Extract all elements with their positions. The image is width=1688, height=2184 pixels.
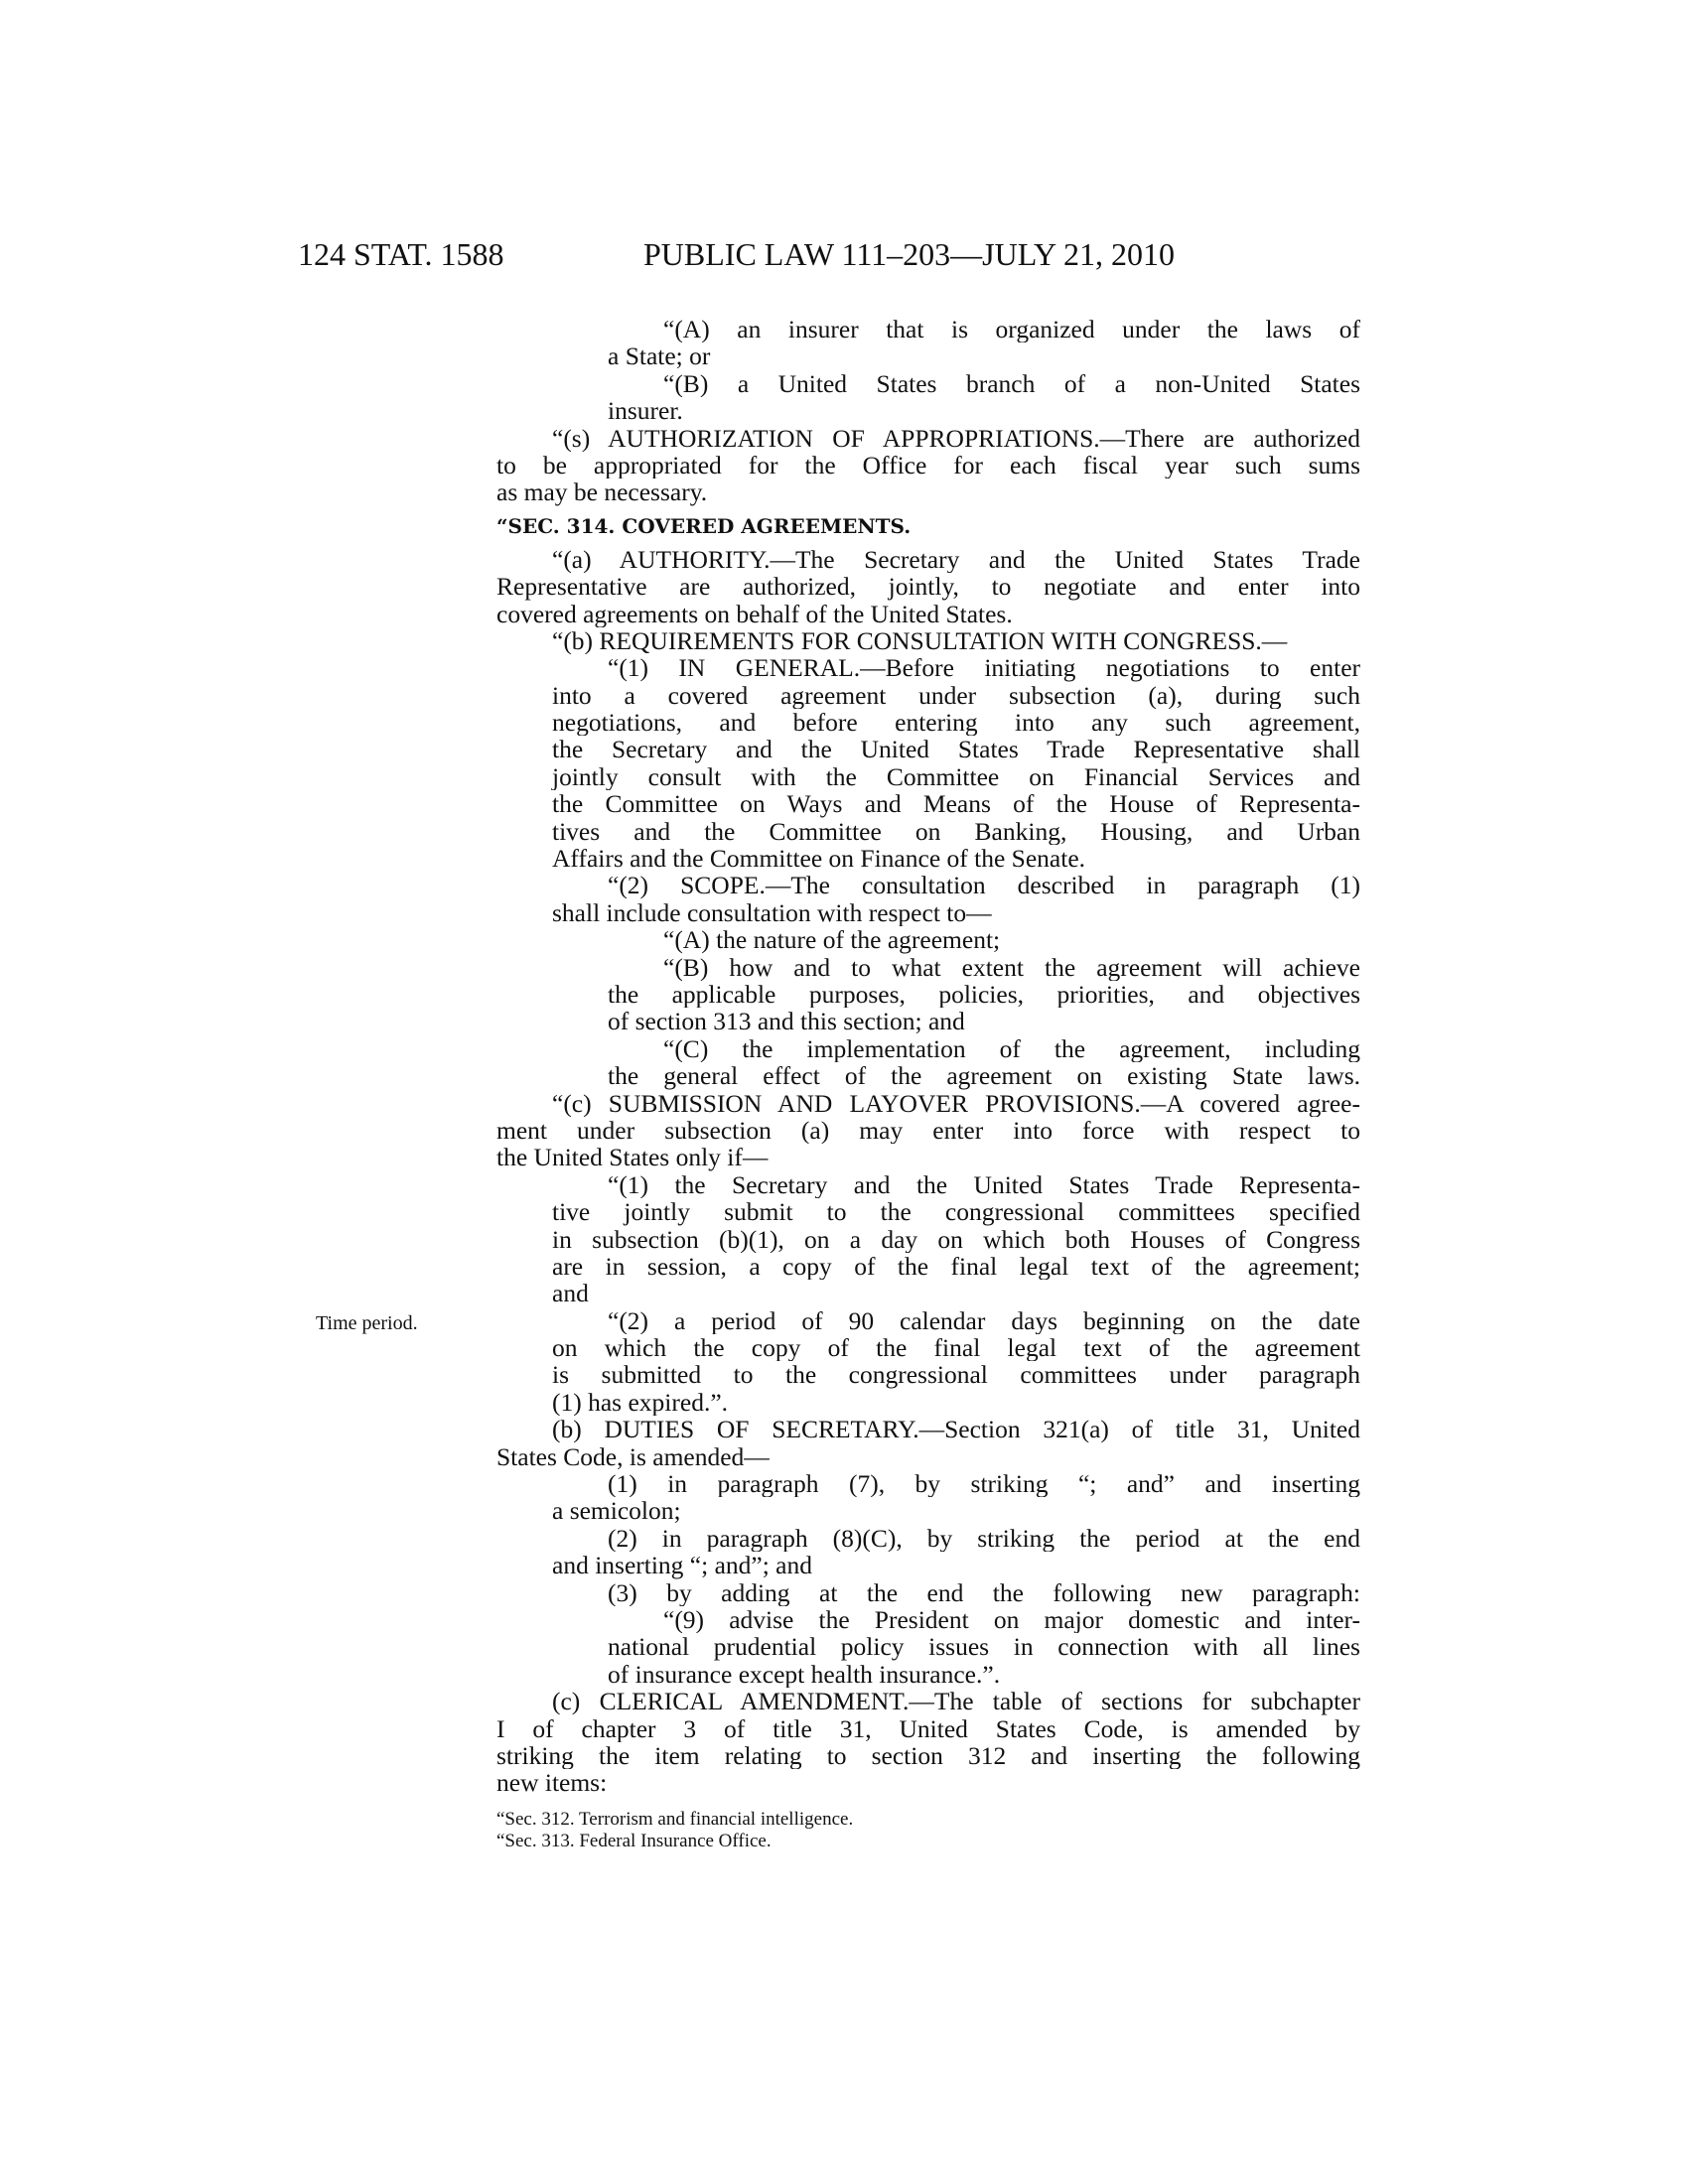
text-line: “(2) a period of 90 calendar days beginning on the date [608,1306,1360,1335]
text-line: “(b) REQUIREMENTS FOR CONSULTATION WITH CONGRESS.— [552,626,1288,655]
text-line: into a covered agreement under subsection (a), during such [552,681,1360,710]
text-line: “(B) how and to what extent the agreement will achieve [663,953,1360,981]
text-line: and [552,1280,589,1307]
text-line: I of chapter 3 of title 31, United States Code, is amended by [496,1714,1360,1742]
text-line: ment under subsection (a) may enter into force with respect to [496,1116,1360,1145]
text-line: “(A) an insurer that is organized under the laws of [663,316,1360,343]
text-line: of insurance except health insurance.”. [608,1660,1001,1689]
margin-note: Time period. [316,1312,418,1334]
text-line: States Code, is amended— [496,1442,770,1471]
text-line: on which the copy of the final legal text of the agreement [552,1334,1360,1362]
text-line: tives and the Committee on Banking, Housing, and Urban [552,817,1360,846]
text-line: to be appropriated for the Office for each fiscal year such sums [496,451,1360,479]
text-line: are in session, a copy of the final legal text of the agreement; [552,1252,1360,1281]
text-line: “(a) AUTHORITY.—The Secretary and the United States Trade [552,545,1360,574]
text-line: tive jointly submit to the congressional committees specified [552,1198,1360,1226]
text-line: (b) DUTIES OF SECRETARY.—Section 321(a) of title 31, United [552,1416,1360,1443]
page-header-title: PUBLIC LAW 111–203—JULY 21, 2010 [643,236,1175,272]
page-stat-citation: 124 STAT. 1588 [298,236,504,272]
text-line: a State; or [608,342,711,370]
text-line: insurer. [608,397,683,425]
text-line: (2) in paragraph (8)(C), by striking the period at the end [608,1524,1360,1553]
text-line: of section 313 and this section; and [608,1008,965,1035]
text-line: as may be necessary. [496,478,708,506]
text-line: (1) in paragraph (7), by striking “; and” and inserting [608,1470,1360,1498]
section-heading: “SEC. 314. COVERED AGREEMENTS. [496,513,912,538]
text-line: the United States only if— [496,1144,769,1171]
text-line: negotiations, and before entering into any such agreement, [552,709,1360,737]
law-text [496,316,1360,1852]
text-line: in subsection (b)(1), on a day on which both Houses of Congress [552,1225,1360,1253]
text-line: “(1) IN GENERAL.—Before initiating negotiations to enter [608,654,1360,682]
text-line: new items: [496,1769,608,1797]
toc-entry: “Sec. 313. Federal Insurance Office. [496,1830,772,1851]
text-line: “(2) SCOPE.—The consultation described in paragraph (1) [608,872,1360,899]
text-line: covered agreements on behalf of the United States. [496,600,1013,627]
text-line: “(A) the nature of the agreement; [663,926,1001,954]
text-line: jointly consult with the Committee on Financial Services and [552,762,1360,791]
text-line: (3) by adding at the end the following new paragraph: [608,1578,1360,1606]
text-line: “(c) SUBMISSION AND LAYOVER PROVISIONS.—A covered agree- [552,1089,1360,1117]
text-line: shall include consultation with respect to— [552,898,992,927]
toc-entry: “Sec. 312. Terrorism and financial intelligence. [496,1808,854,1830]
text-line: and inserting “; and”; and [552,1552,812,1579]
text-line: national prudential policy issues in connection with all lines [608,1633,1360,1661]
text-line: is submitted to the congressional committees under paragraph [552,1361,1360,1389]
text-line: “(C) the implementation of the agreement, including [663,1034,1360,1063]
text-line: the Committee on Ways and Means of the House of Representa- [552,790,1360,818]
text-line: Affairs and the Committee on Finance of the Senate. [552,845,1086,873]
text-line: the general effect of the agreement on existing State laws. [608,1062,1360,1090]
text-line: Representative are authorized, jointly, to negotiate and enter into [496,573,1360,601]
text-line: striking the item relating to section 312 and inserting the following [496,1741,1360,1770]
text-line: the Secretary and the United States Trade Representative shall [552,736,1360,763]
text-line: the applicable purposes, policies, priorities, and objectives [608,980,1360,1009]
text-line: a semicolon; [552,1497,681,1525]
text-line: “(s) AUTHORIZATION OF APPROPRIATIONS.—There are authorized [552,424,1360,452]
text-line: “(1) the Secretary and the United States Trade Representa- [608,1170,1360,1199]
text-line: (c) CLERICAL AMENDMENT.—The table of sections for subchapter [552,1688,1360,1715]
text-line: “(9) advise the President on major domestic and inter- [663,1605,1360,1634]
text-line: (1) has expired.”. [552,1388,729,1417]
text-line: “(B) a United States branch of a non-United States [663,369,1360,398]
